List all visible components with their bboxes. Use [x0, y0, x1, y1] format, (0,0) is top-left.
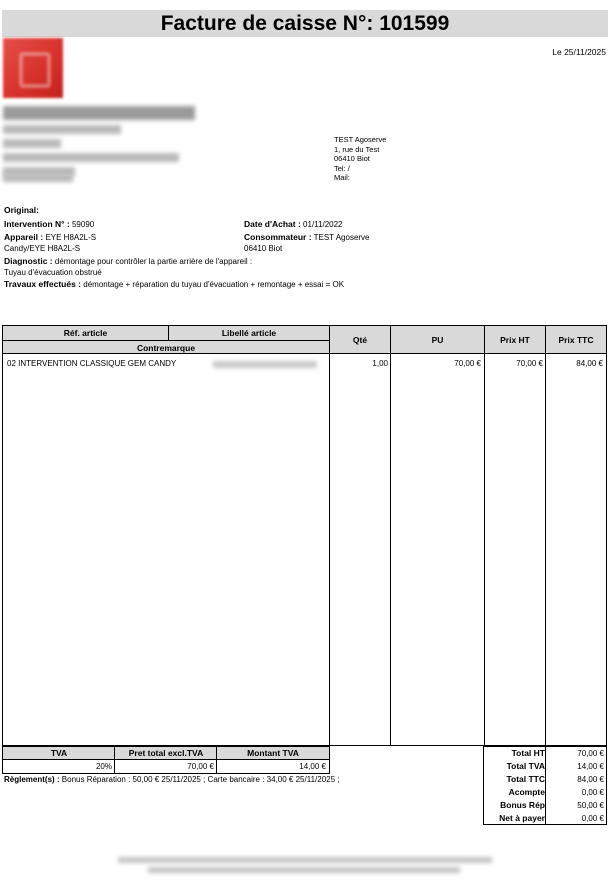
tax-divider [114, 747, 115, 773]
items-table [2, 325, 607, 746]
header-ref: Réf. article [63, 328, 108, 338]
customer-mail: Mail: [334, 173, 350, 182]
redacted-serial [213, 361, 317, 368]
customer-tel: Tel: / [334, 163, 350, 173]
tax-rate: 20% [95, 762, 112, 771]
bonus-rep-row: Bonus Rép 50,00 € [500, 800, 604, 810]
row-prix-ttc: 84,00 € [576, 359, 603, 368]
column-divider [329, 326, 330, 745]
redacted-company-city [3, 139, 61, 148]
redacted-company-name [3, 106, 195, 120]
column-divider [484, 326, 485, 745]
row-pu: 70,00 € [454, 359, 481, 368]
consommateur: Consommateur : TEST Agoserve [244, 232, 370, 242]
tax-table [2, 746, 330, 774]
total-ht-row: Total HT 70,00 € [511, 748, 604, 758]
header-prix-ht: Prix HT [500, 335, 530, 345]
header-contremarque: Contremarque [136, 343, 196, 353]
redacted-footer-line-1 [118, 857, 492, 863]
company-logo [3, 38, 63, 98]
redacted-footer-line-2 [148, 867, 460, 873]
header-pu: PU [431, 335, 444, 345]
customer-block [334, 135, 386, 183]
tax-header-base: Pret total excl.TVA [115, 747, 217, 760]
totals-table [483, 746, 607, 825]
travaux-effectues: Travaux effectués : démontage + réparation du tuyau d'évacuation + remontage + essai = OK [4, 279, 345, 289]
net-a-payer-row: Net à payer 0,00 € [499, 813, 604, 823]
diagnostic: Diagnostic : démontage pour contrôler la partie arrière de l'appareil : [4, 256, 253, 266]
invoice-date: Le 25/11/2025 [552, 47, 606, 57]
row-qte: 1,00 [372, 359, 388, 368]
date-achat: Date d'Achat : 01/11/2022 [244, 219, 343, 229]
header-qte: Qté [352, 335, 368, 345]
redacted-company-email [3, 153, 179, 162]
tax-base: 70,00 € [187, 762, 214, 771]
original-label: Original: [4, 205, 39, 215]
intervention-number: Intervention N° : 59090 [4, 219, 95, 229]
row-designation: 02 INTERVENTION CLASSIQUE GEM CANDY [7, 359, 177, 368]
tax-header-tva: TVA [3, 747, 115, 760]
consommateur-city: 06410 Biot [244, 244, 283, 253]
reglement: Règlement(s) : Bonus Réparation : 50,00 € 25/11/2025 ; Carte bancaire : 34,00 € 25/11/2025 ; [4, 775, 340, 784]
row-prix-ht: 70,00 € [516, 359, 543, 368]
appareil-model: Candy/EYE H8A2L-S [4, 244, 81, 253]
column-divider [545, 326, 546, 745]
acompte-row: Acompte 0,00 € [508, 787, 604, 797]
tax-amount: 14,00 € [299, 762, 326, 771]
customer-name: TEST Agoserve [334, 135, 387, 144]
header-libelle: Libellé article [221, 328, 277, 338]
redacted-company-address [3, 125, 121, 134]
header-prix-ttc: Prix TTC [558, 335, 594, 345]
total-ttc-row: Total TTC 84,00 € [506, 774, 604, 784]
tax-header-montant: Montant TVA [217, 747, 329, 760]
diagnostic-detail: Tuyau d'évacuation obstrué [4, 268, 102, 277]
tax-divider [216, 747, 217, 773]
customer-city: 06410 Biot [334, 154, 370, 163]
appareil: Appareil : EYE H8A2L-S [4, 232, 97, 242]
invoice-title: Facture de caisse N°: 101599 [2, 10, 608, 37]
column-divider [390, 326, 391, 745]
total-tva-row: Total TVA 14,00 € [506, 761, 604, 771]
customer-address: 1, rue du Test [334, 144, 380, 154]
header-divider [168, 326, 169, 341]
redacted-company-extra [3, 174, 73, 182]
